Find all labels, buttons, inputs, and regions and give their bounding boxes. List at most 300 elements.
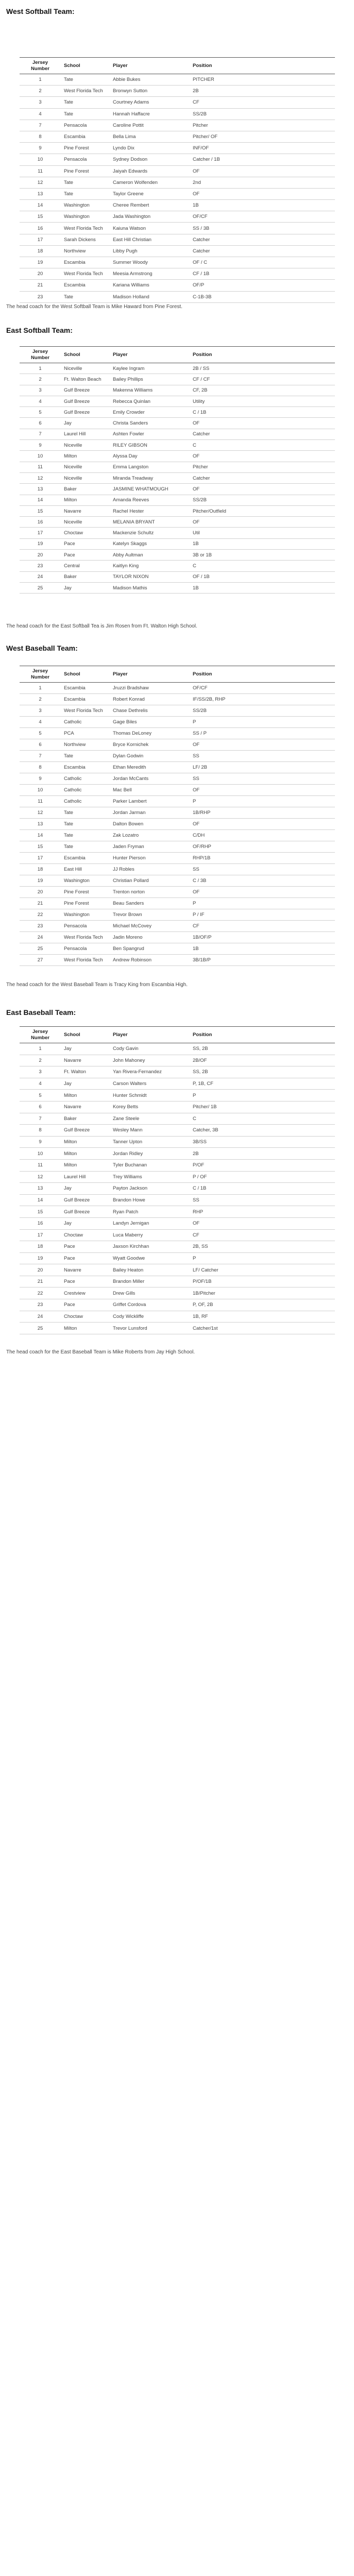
cell-school: West Florida Tech xyxy=(61,955,110,966)
cell-player: Amanda Reeves xyxy=(110,495,190,505)
cell-player: John Mahoney xyxy=(110,1055,190,1066)
cell-school: Pine Forest xyxy=(61,165,110,177)
west-softball-roster xyxy=(20,57,335,303)
table-row xyxy=(20,705,335,717)
cell-jersey-number: 11 xyxy=(20,462,61,472)
table-row xyxy=(20,385,335,396)
cell-player: Wyatt Goodwe xyxy=(110,1252,190,1264)
table-row xyxy=(20,561,335,571)
cell-school: West Florida Tech xyxy=(61,705,110,717)
cell-position: Pitcher/Outfield xyxy=(190,505,335,516)
cell-position: 2B, SS xyxy=(190,1241,335,1253)
cell-jersey-number: 15 xyxy=(20,211,61,223)
cell-player: Robert Konrad xyxy=(110,694,190,705)
column-header-position: Position xyxy=(190,347,335,363)
cell-position: C xyxy=(190,1113,335,1125)
cell-player: Jadin Moreno xyxy=(110,932,190,943)
table-row xyxy=(20,1241,335,1253)
cell-player: Payton Jackson xyxy=(110,1183,190,1195)
cell-school: Jay xyxy=(61,418,110,429)
table-row xyxy=(20,728,335,739)
cell-player: Miranda Treadway xyxy=(110,472,190,483)
cell-position: Util xyxy=(190,528,335,538)
cell-jersey-number: 25 xyxy=(20,582,61,593)
cell-jersey-number: 24 xyxy=(20,932,61,943)
cell-jersey-number: 23 xyxy=(20,1299,61,1311)
cell-position: OF xyxy=(190,785,335,796)
cell-player: Jruzzi Bradshaw xyxy=(110,683,190,694)
cell-player: Bronwyn Sutton xyxy=(110,86,190,97)
table-row xyxy=(20,108,335,120)
cell-player: Bella Lima xyxy=(110,131,190,142)
cell-player: Abbie Bukes xyxy=(110,74,190,86)
column-header-school: School xyxy=(61,58,110,74)
header-row xyxy=(20,666,335,683)
cell-player: Kaylee Ingram xyxy=(110,363,190,374)
cell-school: Jay xyxy=(61,1043,110,1055)
cell-school: Tate xyxy=(61,188,110,199)
cell-school: Choctaw xyxy=(61,1229,110,1241)
cell-player: Mackenzie Schultz xyxy=(110,528,190,538)
cell-position: SS/2B xyxy=(190,495,335,505)
cell-player: Katelyn Skaggs xyxy=(110,538,190,549)
table-row xyxy=(20,1287,335,1299)
cell-jersey-number: 14 xyxy=(20,830,61,841)
cell-school: Choctaw xyxy=(61,1311,110,1323)
table-row xyxy=(20,120,335,131)
cell-player: Jordan Jarman xyxy=(110,807,190,819)
cell-position: OF xyxy=(190,1217,335,1229)
cell-jersey-number: 1 xyxy=(20,683,61,694)
cell-jersey-number: 12 xyxy=(20,1171,61,1183)
cell-position: 2B xyxy=(190,86,335,97)
cell-player: Meesia Armstrong xyxy=(110,268,190,280)
cell-position: 2B / SS xyxy=(190,363,335,374)
cell-jersey-number: 21 xyxy=(20,898,61,909)
cell-player: Tyler Buchanan xyxy=(110,1159,190,1171)
cell-position: SS xyxy=(190,864,335,875)
column-header-school: School xyxy=(61,666,110,683)
table-row xyxy=(20,223,335,234)
cell-player: Thomas DeLoney xyxy=(110,728,190,739)
cell-position: 1B/RHP xyxy=(190,807,335,819)
table-row xyxy=(20,200,335,211)
cell-player: Drew Gills xyxy=(110,1287,190,1299)
cell-player: Bryce Kornichek xyxy=(110,739,190,751)
section-title: West Softball Team: xyxy=(6,7,75,15)
cell-school: Tate xyxy=(61,841,110,853)
cell-position: 1B/Pitcher xyxy=(190,1287,335,1299)
column-header-position: Position xyxy=(190,58,335,74)
cell-player: Jaxson Kirchhan xyxy=(110,1241,190,1253)
cell-player: Emily Crowder xyxy=(110,407,190,418)
cell-jersey-number: 16 xyxy=(20,1217,61,1229)
cell-jersey-number: 18 xyxy=(20,1241,61,1253)
cell-school: East Hill xyxy=(61,864,110,875)
cell-school: West Florida Tech xyxy=(61,223,110,234)
cell-player: Ashten Fowler xyxy=(110,429,190,439)
cell-school: Tate xyxy=(61,807,110,819)
cell-position: 1B xyxy=(190,582,335,593)
cell-jersey-number: 17 xyxy=(20,853,61,864)
cell-school: Pace xyxy=(61,550,110,561)
cell-jersey-number: 19 xyxy=(20,538,61,549)
section-title: West Baseball Team: xyxy=(6,644,78,652)
cell-player: Trevor Lunsford xyxy=(110,1323,190,1334)
cell-school: Navarre xyxy=(61,1055,110,1066)
cell-jersey-number: 14 xyxy=(20,200,61,211)
table-row xyxy=(20,143,335,154)
table-row xyxy=(20,943,335,955)
cell-position: P/OF xyxy=(190,1159,335,1171)
column-header-player: Player xyxy=(110,58,190,74)
table-row xyxy=(20,898,335,909)
table-row xyxy=(20,1136,335,1148)
table-row xyxy=(20,955,335,966)
cell-school: Gulf Breeze xyxy=(61,1125,110,1137)
column-header-player: Player xyxy=(110,666,190,683)
cell-position: 2B xyxy=(190,1148,335,1160)
cell-player: Carson Walters xyxy=(110,1078,190,1090)
table-row xyxy=(20,1323,335,1334)
cell-player: Luca Maberry xyxy=(110,1229,190,1241)
cell-position: RHP/1B xyxy=(190,853,335,864)
cell-school: Escambia xyxy=(61,694,110,705)
cell-school: Ft. Walton Beach xyxy=(61,374,110,385)
cell-school: Escambia xyxy=(61,280,110,291)
cell-school: Washington xyxy=(61,211,110,223)
table-row xyxy=(20,1264,335,1276)
cell-jersey-number: 23 xyxy=(20,921,61,932)
table-row xyxy=(20,1311,335,1323)
column-header-player: Player xyxy=(110,1027,190,1043)
column-header-jersey-number: Jersey Number xyxy=(20,666,61,683)
cell-jersey-number: 7 xyxy=(20,751,61,762)
header-row xyxy=(20,347,335,363)
cell-player: Chase Dethrelis xyxy=(110,705,190,717)
cell-school: Pine Forest xyxy=(61,887,110,898)
table-row xyxy=(20,1113,335,1125)
cell-jersey-number: 16 xyxy=(20,517,61,528)
table-row xyxy=(20,440,335,451)
cell-jersey-number: 13 xyxy=(20,484,61,495)
table-row xyxy=(20,694,335,705)
cell-position: OF xyxy=(190,739,335,751)
table-row xyxy=(20,86,335,97)
cell-school: Northview xyxy=(61,739,110,751)
table-row xyxy=(20,683,335,694)
cell-player: Courtney Adams xyxy=(110,97,190,108)
table-row xyxy=(20,462,335,472)
cell-jersey-number: 2 xyxy=(20,86,61,97)
cell-position: P xyxy=(190,1090,335,1101)
cell-school: Milton xyxy=(61,1148,110,1160)
cell-position: C xyxy=(190,561,335,571)
table-row xyxy=(20,188,335,199)
table-row xyxy=(20,887,335,898)
cell-player: Michael McCovey xyxy=(110,921,190,932)
cell-jersey-number: 27 xyxy=(20,955,61,966)
cell-jersey-number: 10 xyxy=(20,451,61,462)
cell-school: Central xyxy=(61,561,110,571)
cell-position: P xyxy=(190,1252,335,1264)
column-header-position: Position xyxy=(190,666,335,683)
cell-player: Abby Aultman xyxy=(110,550,190,561)
cell-jersey-number: 13 xyxy=(20,1183,61,1195)
cell-player: Jaiyah Edwards xyxy=(110,165,190,177)
cell-school: Milton xyxy=(61,495,110,505)
cell-school: Gulf Breeze xyxy=(61,407,110,418)
cell-position: 3B/1B/P xyxy=(190,955,335,966)
cell-player: JASMINE WHATMOUGH xyxy=(110,484,190,495)
cell-player: Wesley Mann xyxy=(110,1125,190,1137)
cell-position: P, 1B, CF xyxy=(190,1078,335,1090)
table-row xyxy=(20,819,335,830)
cell-player: Hunter Pierson xyxy=(110,853,190,864)
cell-position: OF/CF xyxy=(190,211,335,223)
cell-jersey-number: 1 xyxy=(20,363,61,374)
cell-school: Escambia xyxy=(61,683,110,694)
cell-jersey-number: 11 xyxy=(20,796,61,807)
cell-jersey-number: 9 xyxy=(20,143,61,154)
cell-jersey-number: 13 xyxy=(20,188,61,199)
cell-position: P, OF, 2B xyxy=(190,1299,335,1311)
cell-school: Pensacola xyxy=(61,120,110,131)
cell-jersey-number: 2 xyxy=(20,694,61,705)
cell-player: Bailey Heaton xyxy=(110,1264,190,1276)
table-row xyxy=(20,582,335,593)
cell-jersey-number: 24 xyxy=(20,571,61,582)
table-row xyxy=(20,1299,335,1311)
cell-position: P/OF/1B xyxy=(190,1276,335,1287)
cell-position: P / IF xyxy=(190,909,335,921)
cell-position: CF / CF xyxy=(190,374,335,385)
cell-school: Pace xyxy=(61,1241,110,1253)
cell-jersey-number: 8 xyxy=(20,1125,61,1137)
header-row xyxy=(20,1027,335,1043)
table-row xyxy=(20,785,335,796)
cell-player: Gage Biles xyxy=(110,717,190,728)
table-row xyxy=(20,1217,335,1229)
cell-jersey-number: 3 xyxy=(20,97,61,108)
cell-jersey-number: 18 xyxy=(20,864,61,875)
cell-jersey-number: 11 xyxy=(20,1159,61,1171)
cell-school: Tate xyxy=(61,108,110,120)
cell-jersey-number: 6 xyxy=(20,739,61,751)
cell-player: Zak Lozatro xyxy=(110,830,190,841)
cell-player: Bailey Phillips xyxy=(110,374,190,385)
cell-player: MELANIA BRYANT xyxy=(110,517,190,528)
table-row xyxy=(20,451,335,462)
table-row xyxy=(20,853,335,864)
cell-player: RILEY GIBSON xyxy=(110,440,190,451)
cell-player: Dylan Godwin xyxy=(110,751,190,762)
cell-jersey-number: 5 xyxy=(20,407,61,418)
table-row xyxy=(20,909,335,921)
table-row xyxy=(20,751,335,762)
cell-school: Navarre xyxy=(61,505,110,516)
column-header-jersey-number: Jersey Number xyxy=(20,1027,61,1043)
cell-player: Kaitlyn King xyxy=(110,561,190,571)
table-row xyxy=(20,517,335,528)
cell-player: Jordan McCants xyxy=(110,773,190,785)
cell-school: Tate xyxy=(61,291,110,302)
cell-jersey-number: 16 xyxy=(20,223,61,234)
cell-position: SS / 3B xyxy=(190,223,335,234)
cell-school: Catholic xyxy=(61,785,110,796)
table-row xyxy=(20,921,335,932)
cell-school: West Florida Tech xyxy=(61,268,110,280)
table-row xyxy=(20,1101,335,1113)
cell-position: Catcher xyxy=(190,234,335,245)
cell-position: LF/ Catcher xyxy=(190,1264,335,1276)
column-header-position: Position xyxy=(190,1027,335,1043)
cell-school: Tate xyxy=(61,819,110,830)
cell-school: Pine Forest xyxy=(61,898,110,909)
table-row xyxy=(20,280,335,291)
column-header-jersey-number: Jersey Number xyxy=(20,347,61,363)
cell-jersey-number: 6 xyxy=(20,1101,61,1113)
cell-jersey-number: 8 xyxy=(20,762,61,773)
cell-school: Pace xyxy=(61,538,110,549)
cell-school: Gulf Breeze xyxy=(61,385,110,396)
cell-jersey-number: 22 xyxy=(20,1287,61,1299)
table-row xyxy=(20,211,335,223)
cell-position: OF xyxy=(190,484,335,495)
cell-school: Catholic xyxy=(61,717,110,728)
cell-player: Trenton norton xyxy=(110,887,190,898)
cell-jersey-number: 10 xyxy=(20,154,61,165)
cell-school: Washington xyxy=(61,909,110,921)
cell-jersey-number: 4 xyxy=(20,396,61,406)
cell-school: Laurel Hill xyxy=(61,429,110,439)
cell-player: Taylor Greene xyxy=(110,188,190,199)
cell-school: Pace xyxy=(61,1299,110,1311)
cell-position: Catcher xyxy=(190,245,335,257)
table-row xyxy=(20,1171,335,1183)
table-row xyxy=(20,739,335,751)
table-row xyxy=(20,528,335,538)
cell-player: Mac Bell xyxy=(110,785,190,796)
cell-school: Niceville xyxy=(61,517,110,528)
table-row xyxy=(20,268,335,280)
cell-player: Cheree Rembert xyxy=(110,200,190,211)
table-row xyxy=(20,1183,335,1195)
cell-position: CF / 1B xyxy=(190,268,335,280)
cell-school: Pace xyxy=(61,1276,110,1287)
cell-player: Alyssa Day xyxy=(110,451,190,462)
table-row xyxy=(20,841,335,853)
cell-player: Summer Woody xyxy=(110,257,190,268)
cell-jersey-number: 17 xyxy=(20,1229,61,1241)
table-row xyxy=(20,571,335,582)
cell-position: SS/2B xyxy=(190,705,335,717)
cell-jersey-number: 7 xyxy=(20,429,61,439)
cell-jersey-number: 2 xyxy=(20,1055,61,1066)
cell-player: Landyn Jernigan xyxy=(110,1217,190,1229)
cell-position: SS/2B xyxy=(190,108,335,120)
cell-position: 2B/OF xyxy=(190,1055,335,1066)
cell-school: West Florida Tech xyxy=(61,932,110,943)
cell-school: Laurel Hill xyxy=(61,1171,110,1183)
cell-jersey-number: 2 xyxy=(20,374,61,385)
table-row xyxy=(20,1043,335,1055)
cell-school: Baker xyxy=(61,571,110,582)
cell-jersey-number: 3 xyxy=(20,705,61,717)
cell-position: 1B xyxy=(190,943,335,955)
table-row xyxy=(20,762,335,773)
cell-player: Christian Pollard xyxy=(110,875,190,887)
cell-school: Choctaw xyxy=(61,528,110,538)
cell-jersey-number: 6 xyxy=(20,418,61,429)
coach-note: The head coach for the West Baseball Team is Tracy King from Escambia High. xyxy=(6,982,188,988)
cell-school: West Florida Tech xyxy=(61,86,110,97)
table-row xyxy=(20,830,335,841)
cell-position: C / 1B xyxy=(190,1183,335,1195)
cell-position: OF xyxy=(190,819,335,830)
cell-school: Pensacola xyxy=(61,154,110,165)
table-row xyxy=(20,505,335,516)
table-row xyxy=(20,1090,335,1101)
cell-player: Emma Langston xyxy=(110,462,190,472)
cell-player: Kariana Williams xyxy=(110,280,190,291)
cell-player: Madison Mathis xyxy=(110,582,190,593)
cell-school: Pace xyxy=(61,1252,110,1264)
table-row xyxy=(20,418,335,429)
cell-player: Cameron Wolfenden xyxy=(110,177,190,188)
cell-position: 1B xyxy=(190,200,335,211)
cell-player: Cody Wickliffe xyxy=(110,1311,190,1323)
cell-school: Pine Forest xyxy=(61,143,110,154)
cell-position: C-1B-3B xyxy=(190,291,335,302)
cell-jersey-number: 18 xyxy=(20,245,61,257)
cell-position: 1B, RF xyxy=(190,1311,335,1323)
cell-jersey-number: 15 xyxy=(20,505,61,516)
cell-jersey-number: 12 xyxy=(20,807,61,819)
table-row xyxy=(20,1148,335,1160)
cell-position: SS xyxy=(190,773,335,785)
cell-school: PCA xyxy=(61,728,110,739)
cell-jersey-number: 24 xyxy=(20,1311,61,1323)
cell-position: Pitcher xyxy=(190,462,335,472)
cell-school: Navarre xyxy=(61,1101,110,1113)
cell-school: Escambia xyxy=(61,257,110,268)
coach-note: The head coach for the East Softball Tea is Jim Rosen from Ft. Walton High School. xyxy=(6,623,197,629)
table-row xyxy=(20,864,335,875)
header-row xyxy=(20,58,335,74)
cell-position: OF/CF xyxy=(190,683,335,694)
cell-school: Navarre xyxy=(61,1264,110,1276)
cell-school: Jay xyxy=(61,1078,110,1090)
cell-player: Cody Gavin xyxy=(110,1043,190,1055)
cell-position: LF/ 2B xyxy=(190,762,335,773)
table-row xyxy=(20,1194,335,1206)
cell-position: INF/OF xyxy=(190,143,335,154)
column-header-school: School xyxy=(61,347,110,363)
cell-position: P xyxy=(190,717,335,728)
cell-player: JJ Robles xyxy=(110,864,190,875)
cell-school: Niceville xyxy=(61,440,110,451)
cell-jersey-number: 17 xyxy=(20,528,61,538)
coach-note: The head coach for the West Softball Team is Mike Haward from Pine Forest. xyxy=(6,304,183,310)
column-header-player: Player xyxy=(110,347,190,363)
cell-player: Madison Holland xyxy=(110,291,190,302)
cell-jersey-number: 3 xyxy=(20,1066,61,1078)
cell-position: C / 3B xyxy=(190,875,335,887)
cell-position: CF xyxy=(190,1229,335,1241)
cell-player: Jordan Ridley xyxy=(110,1148,190,1160)
cell-school: Niceville xyxy=(61,472,110,483)
